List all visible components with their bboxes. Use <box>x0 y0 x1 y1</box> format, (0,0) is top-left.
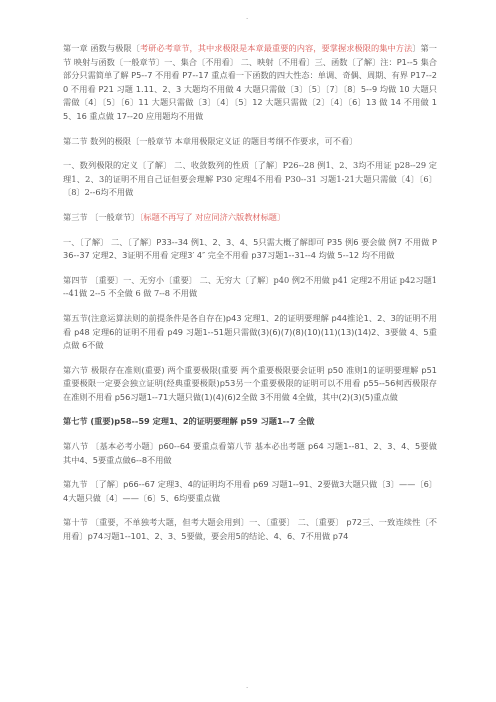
text: 第五节(注意运算法则的前提条件是各自存在)p43 定理1、2的证明要理解 p44推论1、2、3的证明不用看 p48 定理6的证明不用看 p49 习题1--51题只需做(3)(6)(7)(8)(10)(11)(13)(14)2、3要做 4、5重点做 6不做 <box>63 312 437 351</box>
highlight-text: 考研必考章节，其中求极限是本章最重要的内容，要掌握求极限的集中方法 <box>139 43 413 53</box>
paragraph-section3-heading <box>63 211 437 225</box>
paragraph-section2-heading <box>63 135 437 149</box>
highlight-text: 〔标题不再写了 对应同济六版教材标题〕 <box>139 211 286 222</box>
text: 一、〔了解〕 二、〔了解〕P33--34 例1、2、3、4、5只需大概了解即可 P35 例6 要会做 例7 不用做 P36--37 定理2、3证明不用看 定理3′ 4″ 完全不用看 p37习题1--31--4 均做 5--12 均不用做 <box>63 236 437 261</box>
text: 第二节 数列的极限〔一般章节 本章用极限定义证 的题目考纲不作要求，可不看〕 <box>63 135 358 146</box>
page-footer-dot: . <box>246 682 249 690</box>
paragraph-section3-body <box>63 236 437 263</box>
text: 第八节 〔基本必考小题〕p60--64 要重点看第八节 基本必出考题 p64 习题1--81、2、3、4、5要做 其中4、5要重点做6--8不用做 <box>63 441 437 465</box>
paragraph-section7 <box>63 415 437 429</box>
page-header-dot: . <box>246 13 249 21</box>
paragraph-chapter1-section1 <box>63 42 437 124</box>
text: 第十节 〔重要，不单独考大题，但考大题会用到〕一、〔重要〕 二、〔重要〕 p72三、一致连续性〔不用看〕p74习题1--101、2、3、5要做，要会用5的结论、4、6、7不用做 p74 <box>63 517 437 542</box>
paragraph-section4 <box>63 274 437 301</box>
document-body <box>63 42 437 555</box>
text: 第七节 (重要)p58--59 定理1、2的证明要理解 p59 习题1--7 全做 <box>63 416 315 427</box>
paragraph-section2-body <box>63 159 437 200</box>
text: 第六节 极限存在准则(重要) 两个重要极限(重要 两个重要极限要会证明 p50 准则1的证明要理解 p51 重要极限一定要会独立证明(经典重要极限)p53另一个重要极限的证明可以不用看 p55--56柯西极限存在准则不用看 p56习题1--71大题只做(1)(4)(6)2全做 3不用做 4全做，其中(2)(3)(5)重点做 <box>63 364 437 402</box>
paragraph-section6 <box>63 364 437 405</box>
paragraph-section8 <box>63 440 437 467</box>
text: 〕第一节 映射与函数〔一般章节〕一、集合〔不用看〕 二、映射〔不用看〕三、函数〔了解〕注：P1--5 集合部分只需简单了解 P5--7 不用看 P7--17 重点看一下函数的四大性态：单调、奇偶、周期、有界 P17--20 不用看 P21 习题 1.11、2、3 大题均不用做 4 大题只需做〔3〕〔5〕〔7〕〔8〕5--9 均做 10 大题只需做〔4〕〔5〕〔6〕11 大题只需做〔3〕〔4〕〔5〕12 大题只需做〔2〕〔4〕〔6〕13 做 14 不用做 15、16 重点做 17--20 应用题均不用做 <box>63 43 437 121</box>
paragraph-section5 <box>63 312 437 353</box>
text: 一、数列极限的定义〔了解〕 二、收敛数列的性质〔了解〕P26--28 例1、2、3均不用证 p28--29 定理1、2、3的证明不用自己证但要会理解 P30 定理4不用看 P30--31 习题1-21大题只需做〔4〕〔6〕〔8〕2--6均不用做 <box>63 160 437 198</box>
text: 第一章 函数与极限〔 <box>63 43 140 53</box>
text: 第三节 〔一般章节〕 <box>63 211 140 222</box>
text: 第四节 〔重要〕一、无穷小〔重要〕 二、无穷大〔了解〕p40 例2不用做 p41 定理2不用证 p42习题1--41做 2--5 不全做 6 做 7--8 不用做 <box>63 274 437 299</box>
text: 第九节 〔了解〕p66--67 定理3、4的证明均不用看 p69 习题1--91、2要做3大题只做〔3〕——〔6〕4大题只做〔4〕——〔6〕5、6均要重点做 <box>63 479 437 503</box>
paragraph-section10 <box>63 516 437 543</box>
paragraph-section9 <box>63 478 437 505</box>
